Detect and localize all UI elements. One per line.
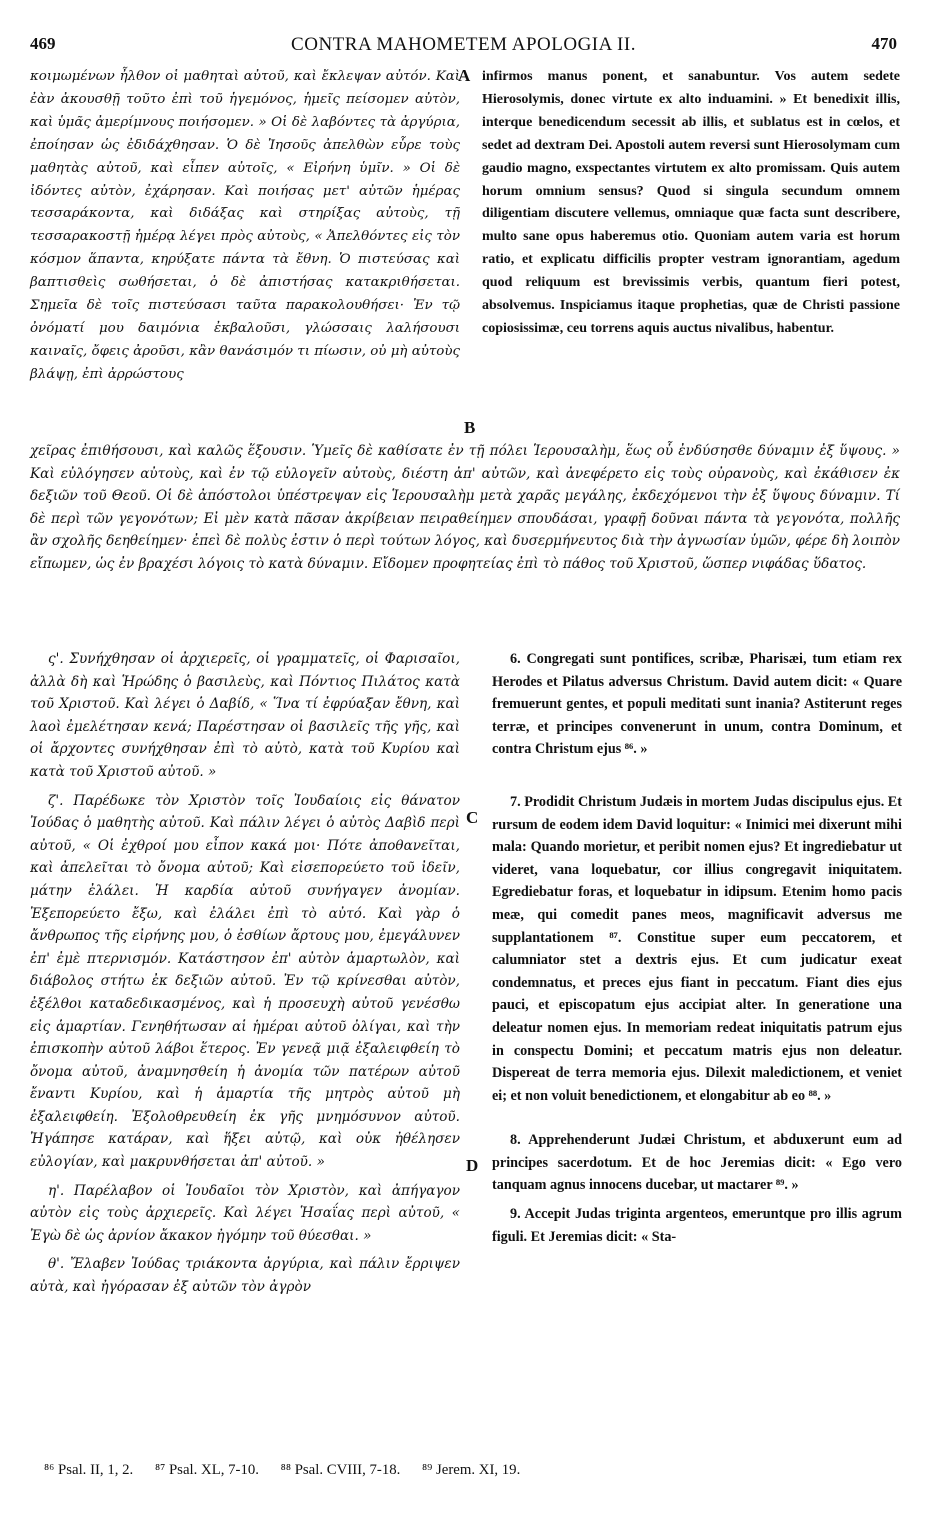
greek-paragraph-6: ς'. Συνήχθησαν οἱ ἀρχιερεῖς, οἱ γραμματεῖς, οἱ Φαρισαῖοι, ἀλλὰ δὴ καὶ Ἡρώδης ὁ βασιλεὺς, καὶ Πόντιος Πιλάτος κατὰ τοῦ Χριστοῦ. Καὶ λέγει ὁ Δαβίδ, « Ἵνα τί ἐφρύαξαν ἔθνη, καὶ λαοὶ ἐμελέτησαν κενά; Παρέστησαν οἱ βασιλεῖς τῆς γῆς, καὶ οἱ ἄρχοντες συνήχθησαν ἐπὶ τὸ αὐτὸ, κατὰ τοῦ Κυρίου καὶ κατὰ τοῦ Χριστοῦ αὐτοῦ. »: [30, 651, 460, 780]
greek-column-bottom: [30, 648, 460, 1305]
footnote-86: ⁸⁶ Psal. II, 1, 2.: [44, 1462, 134, 1478]
latin-paragraph-7: 7. Prodidit Christum Judæis in mortem Judas discipulus ejus. Et rursum de eodem idem David loquitur: « Inimici mei dixerunt mihi mala: Quando morietur, et peribit nomen ejus? Et ingrediebatur ut videret, vana loquebatur, cor illius congregavit iniquitatem. Egrediebatur foras, et loquebatur in idipsum. Etenim homo pacis meæ, qui comedit panes meos, magnificavit adversus me supplantationem ⁸⁷. Constitue super eum peccatorem, et calumniator stet a dextris ejus. Et cum judicatur exeat condemnatus, et preces ejus fiant in peccatum. Fiant dies ejus pauci, et episcopatum ejus accipiat alter. In generatione una deleatur nomen ejus. In memoriam redeat iniquitatis patrum ejus in conspectu Domini; et peccatum matris ejus non deleatur. Dispereat de terra memoria ejus. Dilexit maledictionem, et veniet ei; et non voluit benedictionem, et elongabitur ab eo ⁸⁸. »: [492, 793, 902, 1104]
margin-marker-a: A: [458, 66, 471, 85]
latin-paragraph-6: 6. Congregati sunt pontifices, scribæ, Pharisæi, tum etiam rex Herodes et Pilatus adversus Christum. David autem dicit: « Quare fremuerunt gentes, et populi meditati sunt inania? Astiterunt reges terræ, et principes convenerunt in unum, contra Dominum, et contra Christum ejus ⁸⁶. »: [492, 651, 902, 758]
footnote-88: ⁸⁸ Psal. CVIII, 7-18.: [280, 1462, 401, 1478]
running-header: [30, 34, 897, 58]
latin-paragraph-9: 9. Accepit Judas triginta argenteos, emeruntque pro illis agrum figuli. Et Jeremias dicit: « Sta-: [492, 1206, 902, 1245]
latin-column-top: infirmos manus ponent, et sanabuntur. Vos autem sedete Hierosolymis, donec virtute ex alto induamini. » Et benedixit illis, interque benedicendum secessit ab illis, et sublatus est in cœlos, et sedet ad dextram Dei. Apostoli autem reversi sunt Hierosolymam cum gaudio magno, exspectantes virtutem ex alto promissam. Quis autem horum omnium sensus? Quod si singula secundum omnem diligentiam discutere vellemus, omniaque quæ facta sunt describere, multo sane opus haberemus otio. Quoniam autem varia est horum ratio, et explicatu difficilis propter vestram ignorantiam, agedum quod reliquum est brevissimis verbis, quantum fieri potest, absolvemus. Inspiciamus itaque prophetias, quæ de Christi passione copiosissimæ, ceu torrens aquis auctus nivalibus, habentur.: [482, 69, 900, 336]
greek-column-top: κοιμωμένων ἦλθον οἱ μαθηταὶ αὐτοῦ, καὶ ἔκλεψαν αὐτόν. Καὶ ἐὰν ἀκουσθῇ τοῦτο ἐπὶ τοῦ ἡγεμόνος, ἡμεῖς πείσομεν αὐτὸν, καὶ ὑμᾶς ἀμερίμνους ποιήσομεν. » Οἱ δὲ λαβόντες τὰ ἀργύρια, ἐποίησαν ὡς ἐδιδάχθησαν. Ὁ δὲ Ἰησοῦς ἀπελθὼν εὗρε τοὺς μαθητὰς αὐτοῦ, καὶ εἶπεν αὐτοῖς, « Εἰρήνη ὑμῖν. » Οἱ δὲ ἰδόντες αὐτὸν, ἐχάρησαν. Καὶ ποιήσας μετ' αὐτῶν ἡμέρας τεσσαράκοντα, καὶ διδάξας καὶ στηρίξας αὐτοὺς, τῇ τεσσαρακοστῇ ἡμέρᾳ λέγει πρὸς αὐτοὺς, « Ἀπελθόντες εἰς τὸν κόσμον ἅπαντα, κηρύξατε πάντα τὰ ἔθνη. Ὁ πιστεύσας καὶ βαπτισθεὶς σωθήσεται, ὁ δὲ ἀπιστήσας κατακριθήσεται. Σημεῖα δὲ τοῖς πιστεύσασι ταῦτα παρακολουθήσει· Ἐν τῷ ὀνόματί μου δαιμόνια ἐκβαλοῦσι, γλώσσαις λαλήσουσι καιναῖς, ὄφεις ἀροῦσι, κἂν θανάσιμόν τι πίωσιν, οὐ μὴ αὐτοὺς βλάψῃ, ἐπὶ ἀρρώστους: [30, 69, 460, 382]
margin-marker-d: D: [466, 1156, 479, 1175]
right-page-number: 470: [871, 34, 897, 53]
greek-paragraph-8: η'. Παρέλαβον οἱ Ἰουδαῖοι τὸν Χριστὸν, καὶ ἀπήγαγον αὐτὸν εἰς τοὺς ἀρχιερεῖς. Καὶ λέγει Ἡσαΐας περὶ αὐτοῦ, « Ἐγὼ δὲ ὡς ἀρνίον ἄκακον ἠγόμην τοῦ θύεσθαι. »: [30, 1182, 460, 1244]
latin-paragraph-8: 8. Apprehenderunt Judæi Christum, et abduxerunt eum ad principes sacerdotum. Et de hoc Jeremias dicit: « Ego vero tanquam agnus innocens ducebar, ut mactarer ⁸⁹. »: [492, 1132, 902, 1194]
left-page-number: 469: [30, 34, 56, 53]
greek-paragraph-9: θ'. Ἔλαβεν Ἰούδας τριάκοντα ἀργύρια, καὶ πάλιν ἔρριψεν αὐτὰ, καὶ ἠγόρασαν ἐξ αὐτῶν τὸν ἀγρὸν: [30, 1256, 460, 1296]
greek-paragraph-7: ζ'. Παρέδωκε τὸν Χριστὸν τοῖς Ἰουδαίοις εἰς θάνατον Ἰούδας ὁ μαθητὴς αὐτοῦ. Καὶ πάλιν λέγει ὁ αὐτὸς Δαβὶδ περὶ αὐτοῦ, « Οἱ ἐχθροί μου εἶπον κακά μοι· Πότε ἀποθανεῖται, καὶ ἀπελεῖται τὸ ὄνομα αὐτοῦ; Καὶ εἰσεπορεύετο τοῦ ἰδεῖν, μάτην ἐλάλει. Ἡ καρδία αὐτοῦ συνήγαγεν ἀνομίαν. Ἐξεπορεύετο ἔξω, καὶ ἐλάλει ἐπὶ τὸ αὐτό. Καὶ γὰρ ὁ ἄνθρωπος τῆς εἰρήνης μου, ὁ ἐσθίων ἄρτους μου, ἐμεγάλυνεν ἐπ' ἐμὲ πτερνισμόν. Κατάστησον ἐπ' αὐτὸν ἁμαρτωλὸν, καὶ διάβολος στήτω ἐκ δεξιῶν αὐτοῦ. Ἐν τῷ κρίνεσθαι αὐτὸν, ἐξέλθοι καταδεδικασμένος, καὶ ἡ προσευχὴ αὐτοῦ γενέσθω εἰς ἁμαρτίαν. Γενηθήτωσαν αἱ ἡμέραι αὐτοῦ ὀλίγαι, καὶ τὴν ἐπισκοπὴν αὐτοῦ λάβοι ἕτερος. Ἐν γενεᾷ μιᾷ ἐξαλειφθείη τὸ ὄνομα αὐτοῦ, ἀναμνησθείη ἡ ἀνομία τῶν πατέρων αὐτοῦ ἔναντι Κυρίου, καὶ ἡ ἁμαρτία τῆς μητρὸς αὐτοῦ μὴ ἐξαλειφθείη. Ἐξολοθρευθείη ἐκ γῆς μνημόσυνον αὐτοῦ. Ἠγάπησε κατάραν, καὶ ἥξει αὐτῷ, καὶ οὐκ ἠθέλησεν εὐλογίαν, καὶ μακρυνθήσεται ἀπ' αὐτοῦ. »: [30, 792, 460, 1171]
greek-full-width-passage: χεῖρας ἐπιθήσουσι, καὶ καλῶς ἕξουσιν. Ὑμεῖς δὲ καθίσατε ἐν τῇ πόλει Ἱερουσαλὴμ, ἕως οὗ ἐνδύσησθε δύναμιν ἐξ ὕψους. » Καὶ εὐλόγησεν αὐτοὺς, καὶ ἐν τῷ εὐλογεῖν αὐτοὺς, διέστη ἀπ' αὐτῶν, καὶ ἀνεφέρετο εἰς τοὺς οὐρανοὺς, καὶ ἐκάθισεν ἐκ δεξιῶν τοῦ Θεοῦ. Οἱ δὲ ἀπόστολοι ὑπέστρεψαν εἰς Ἱερουσαλὴμ μετὰ χαρᾶς μεγάλης, ἐκδεχόμενοι τὴν ἐξ ὕψους δύναμιν. Τί δὲ περὶ τῶν γεγονότων; Εἰ μὲν κατὰ πᾶσαν ἀκρίβειαν πειραθείημεν σπουδάσαι, γραφῇ δοῦναι πάντα τὰ γεγονότα, πολλῆς ἂν σχολῆς δεηθείημεν· ἐπεὶ δὲ πολὺς ἐστιν ὁ περὶ τούτων λόγος, καὶ δυσερμήνευτος διὰ τὴν ἀγνωσίαν ὑμῶν, φέρε δὴ λοιπὸν εἴπωμεν, ὡς ἐν βραχέσι λόγοις τὸ κατὰ δύναμιν. Εἴδομεν προφητείας ἐπὶ τὸ πάθος τοῦ Χριστοῦ, ὥσπερ νιφάδας ὕδατος.: [30, 443, 900, 572]
running-title: CONTRA MAHOMETEM APOLOGIA II.: [291, 34, 636, 55]
margin-marker-c: C: [466, 808, 479, 827]
footnotes: [44, 1462, 538, 1479]
footnote-89: ⁸⁹ Jerem. XI, 19.: [422, 1462, 521, 1478]
margin-marker-b: B: [464, 418, 476, 437]
latin-column-bottom: [492, 648, 902, 1254]
footnote-87: ⁸⁷ Psal. XL, 7-10.: [154, 1462, 259, 1478]
